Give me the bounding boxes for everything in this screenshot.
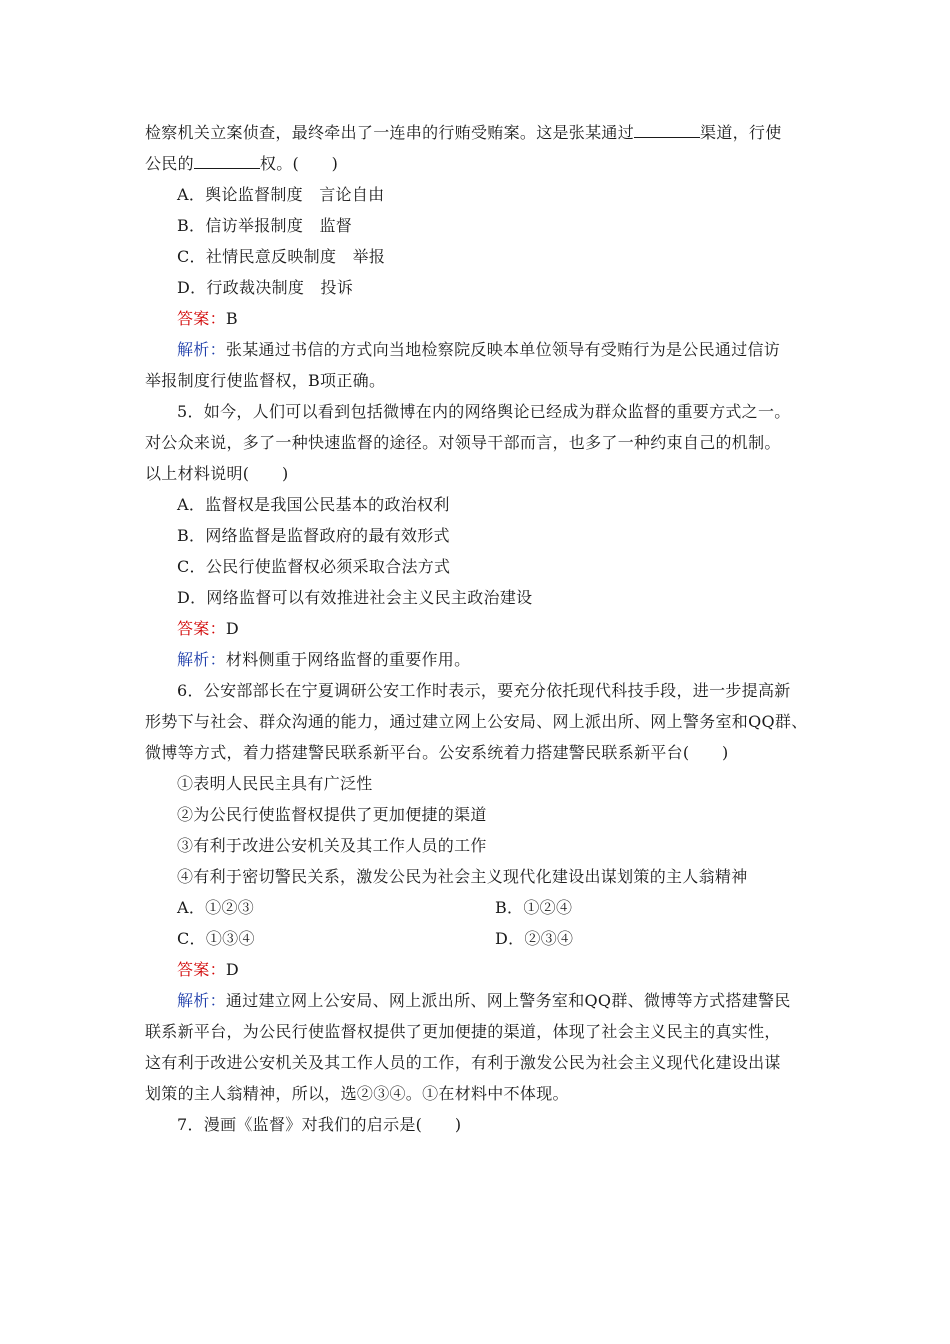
- analysis-text: 张某通过书信的方式向当地检察院反映本单位领导有受贿行为是公民通过信访: [225, 340, 781, 359]
- q6-statement-3: ③有利于改进公安机关及其工作人员的工作: [177, 836, 487, 855]
- fill-blank: [194, 150, 260, 169]
- q6-statement-4: ④有利于密切警民关系，激发公民为社会主义现代化建设出谋划策的主人翁精神: [177, 867, 748, 886]
- q6-options-row-2: [145, 923, 813, 954]
- q4-analysis-line-1: [145, 334, 813, 365]
- q5-analysis-line-1: [145, 644, 813, 675]
- q6-option-b: B．①②④: [495, 898, 573, 917]
- fill-blank: [634, 119, 700, 138]
- answer-value: B: [225, 309, 238, 328]
- q6-statement-2: ②为公民行使监督权提供了更加便捷的渠道: [177, 805, 487, 824]
- q4-option-a: A．舆论监督制度 言论自由: [177, 185, 385, 204]
- analysis-label: 解析：: [177, 340, 226, 359]
- q6-stem-line-3: 微博等方式，着力搭建警民联系新平台。公安系统着力搭建警民联系新平台( ): [145, 743, 729, 762]
- q4-option-d: D．行政裁决制度 投诉: [177, 278, 354, 297]
- answer-value: D: [225, 960, 240, 979]
- answer-label: 答案：: [177, 619, 226, 638]
- q5-option-c: C．公民行使监督权必须采取合法方式: [177, 557, 451, 576]
- q4-answer: [145, 303, 813, 334]
- q5-answer: [145, 613, 813, 644]
- q4-stem-text: 权。( ): [259, 154, 339, 173]
- analysis-text: 通过建立网上公安局、网上派出所、网上警务室和QQ群、微博等方式搭建警民: [225, 991, 791, 1010]
- q6-analysis-line-3: 这有利于改进公安机关及其工作人员的工作，有利于激发公民为社会主义现代化建设出谋: [145, 1053, 781, 1072]
- answer-value: D: [225, 619, 240, 638]
- q6-stem-line-1: 6．公安部部长在宁夏调研公安工作时表示，要充分依托现代科技手段，进一步提高新: [177, 681, 791, 700]
- q4-stem-text: 渠道，行使: [700, 123, 782, 142]
- q5-stem-line-2: 对公众来说，多了一种快速监督的途径。对领导干部而言，也多了一种约束自己的机制。: [145, 433, 781, 452]
- q4-option-b: B．信访举报制度 监督: [177, 216, 353, 235]
- document-page: [145, 117, 813, 1140]
- answer-label: 答案：: [177, 309, 226, 328]
- q6-analysis-line-1: [145, 985, 813, 1016]
- q6-option-a: A．①②③: [177, 898, 255, 917]
- q6-analysis-line-4: 划策的主人翁精神，所以，选②③④。①在材料中不体现。: [145, 1084, 569, 1103]
- q5-option-a: A．监督权是我国公民基本的政治权利: [177, 495, 450, 514]
- q6-stem-line-2: 形势下与社会、群众沟通的能力，通过建立网上公安局、网上派出所、网上警务室和QQ群、: [145, 712, 808, 731]
- q6-options-row-1: [145, 892, 813, 923]
- q7-stem: 7．漫画《监督》对我们的启示是( ): [177, 1115, 462, 1134]
- q5-option-d: D．网络监督可以有效推进社会主义民主政治建设: [177, 588, 533, 607]
- q5-stem-line-3: 以上材料说明( ): [145, 464, 289, 483]
- q4-option-c: C．社情民意反映制度 举报: [177, 247, 386, 266]
- q6-answer: [145, 954, 813, 985]
- analysis-label: 解析：: [177, 650, 226, 669]
- q4-analysis-line-2: 举报制度行使监督权，B项正确。: [145, 371, 386, 390]
- q5-option-b: B．网络监督是监督政府的最有效形式: [177, 526, 450, 545]
- q4-stem-text: 检察机关立案侦查，最终牵出了一连串的行贿受贿案。这是张某通过: [145, 123, 635, 142]
- q6-analysis-line-2: 联系新平台，为公民行使监督权提供了更加便捷的渠道，体现了社会主义民主的真实性，: [145, 1022, 781, 1041]
- q6-option-c: C．①③④: [177, 929, 255, 948]
- analysis-text: 材料侧重于网络监督的重要作用。: [225, 650, 471, 669]
- answer-label: 答案：: [177, 960, 226, 979]
- q5-stem-line-1: 5．如今，人们可以看到包括微博在内的网络舆论已经成为群众监督的重要方式之一。: [177, 402, 791, 421]
- q6-statement-1: ①表明人民民主具有广泛性: [177, 774, 373, 793]
- analysis-label: 解析：: [177, 991, 226, 1010]
- q4-stem-text: 公民的: [145, 154, 194, 173]
- q6-option-d: D．②③④: [495, 929, 574, 948]
- q4-stem-line-1: [145, 117, 813, 148]
- q4-stem-line-2: [145, 148, 813, 179]
